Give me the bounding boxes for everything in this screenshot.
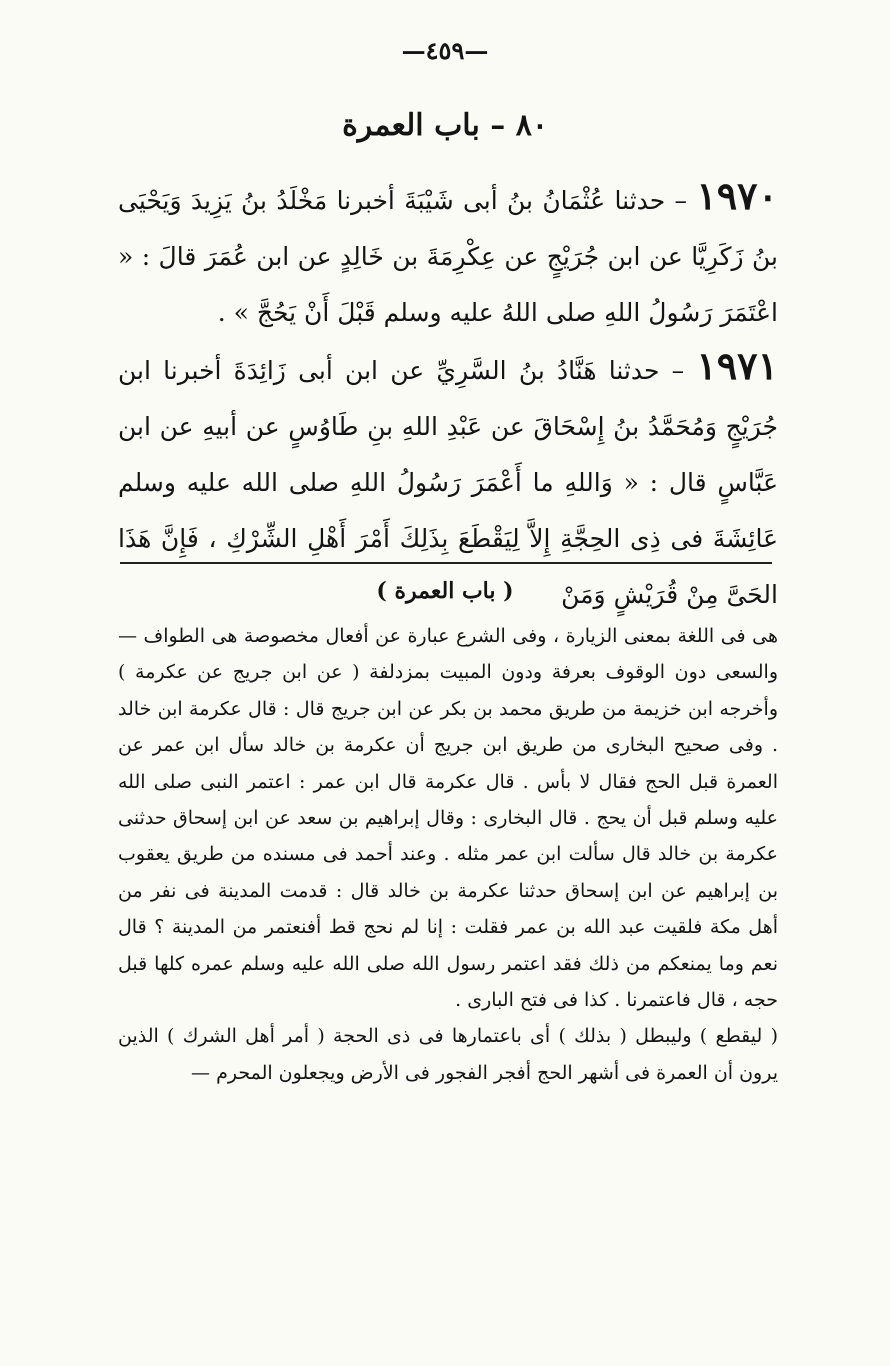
hadith-number: ١٩٧٠ [696,173,778,218]
hadith-text: – حدثنا هَنَّادُ بنُ السَّرِيِّ عن ابن أبى زَائِدَةَ أخبرنا ابن جُرَيْجٍ وَمُحَمَّدُ بنُ إِسْحَاقَ عن عَبْدِ اللهِ بنِ طَاوُسٍ عن أبيهِ عن ابن عَبَّاسٍ قال : « وَاللهِ ما أَعْمَرَ رَسُولُ اللهِ صلى الله عليه وسلم عَائِشَةَ فى ذِى الحِجَّةِ إِلاَّ لِيَقْطَعَ بِذَلِكَ أَمْرَ أَهْلِ الشِّرْكِ ، فَإِنَّ هَذَا الحَىَّ مِنْ قُرَيْشٍ وَمَنْ [118,356,778,609]
chapter-separator: – [479,108,516,143]
footnote-paragraph: ( ليقطع ) وليبطل ( بذلك ) أى باعتمارها فى ذى الحجة ( أمر أهل الشرك ) الذين يرون أن العمرة فى أشهر الحج أفجر الفجور فى الأرض ويجعلون المحرم — [118,1025,778,1084]
footnote-body [118,618,778,1091]
footnote-paragraph: هى فى اللغة بمعنى الزيارة ، وفى الشرع عبارة عن أفعال مخصوصة هى الطواف — والسعى دون الوقوف بعرفة ودون المبيت بمزدلفة ( عن ابن جريج عن عكرمة ) وأخرجه ابن خزيمة من طريق محمد بن بكر عن ابن جريج قال : قال عكرمة ابن خالد . وفى صحيح البخارى من طريق ابن جريج أن عكرمة بن خالد سأل ابن عمر عن العمرة قبل الحج فقال لا بأس . قال عكرمة قال ابن عمر : اعتمر النبى صلى الله عليه وسلم قبل أن يحج . قال البخارى : وقال إبراهيم بن سعد عن ابن إسحاق حدثنى عكرمة بن خالد قال سألت ابن عمر مثله . وعند أحمد فى مسنده من طريق يعقوب بن إبراهيم عن ابن إسحاق حدثنا عكرمة بن خالد قال : قدمت المدينة فى نفر من أهل مكة فلقيت عبد الله بن عمر فقلت : إنا لم نحج قط أفنعتمر من المدينة ؟ قال نعم وما يمنعكم من ذلك فقد اعتمر رسول الله صلى الله عليه وسلم عمره كلها قبل حجه ، قال فاعتمرنا . كذا فى فتح البارى . [118,625,778,1012]
hadith-text: – حدثنا عُثْمَانُ بنُ أبى شَيْبَةَ أخبرنا مَخْلَدُ بنُ يَزِيدَ وَيَحْيَى بنُ زَكَرِيَّا عن ابن جُرَيْجٍ عن عِكْرِمَةَ بن خَالِدٍ عن ابن عُمَرَ قالَ : « اعْتَمَرَ رَسُولُ اللهِ صلى اللهُ عليه وسلم قَبْلَ أَنْ يَحُجَّ » . [118,186,778,327]
hadith-number: ١٩٧١ [696,343,778,388]
hadith-1970 [118,168,778,341]
chapter-heading [0,108,890,143]
footnote-divider [120,562,772,564]
footnote-title: ( باب العمرة ) [376,578,514,604]
chapter-title: باب العمرة [342,108,480,143]
chapter-number: ٨٠ [515,108,548,143]
page-number: —٤٥٩— [401,36,489,65]
